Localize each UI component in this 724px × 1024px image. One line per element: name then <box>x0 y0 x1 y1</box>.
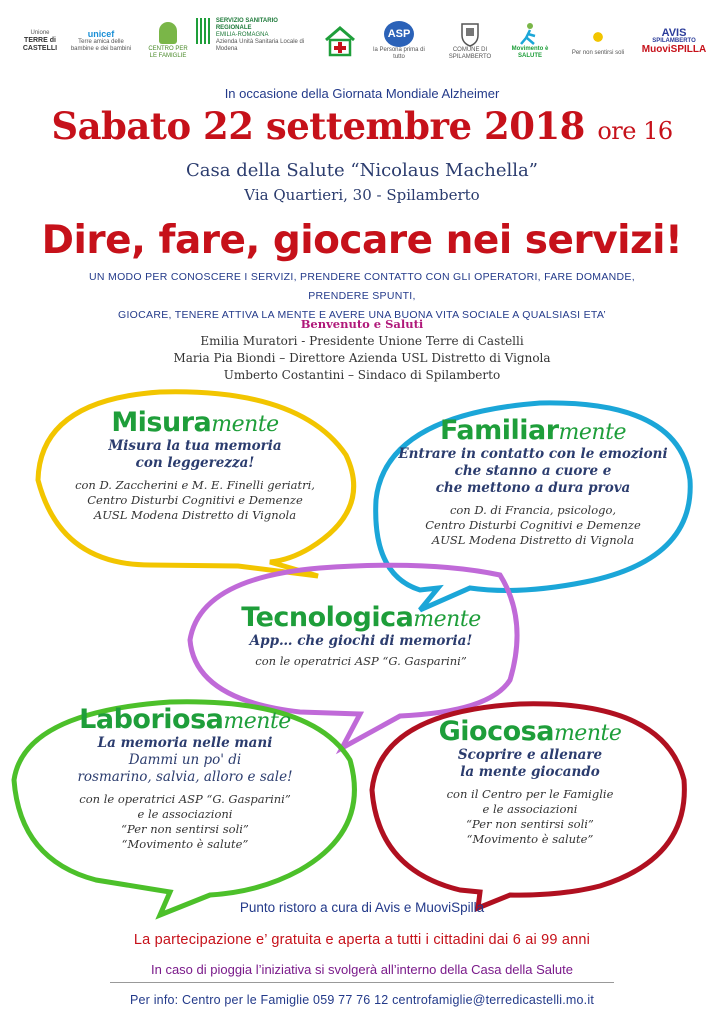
bubble-credits <box>196 654 526 669</box>
bubble-credit-line: Centro Disturbi Cognitivi e Demenze <box>87 493 303 507</box>
comune-logo-text: COMUNE DI SPILAMBERTO <box>448 47 492 60</box>
asp-logo-sub: la Persona prima di tutto <box>373 47 425 60</box>
bubble-headline-1: App… che giochi di memoria! <box>249 633 473 649</box>
subtitle-line-1: UN MODO PER CONOSCERE I SERVIZI, PRENDERE CONTATTO CON GLI OPERATORI, FARE DOMANDE, PRENDERE SPUNTI, <box>89 271 635 302</box>
bubble-credit-line: e le associazioni <box>482 802 578 816</box>
bubble-credit-line: “Movimento è salute” <box>466 832 594 846</box>
avis-logo-sub: SPILAMBERTO <box>652 37 696 44</box>
bubble-credits <box>376 503 690 548</box>
rain-note: In caso di pioggia l’iniziativa si svolgerà all’interno della Casa della Salute <box>150 962 574 977</box>
bubble-headline-1: Scoprire e allenare <box>457 747 603 763</box>
bubble-headline-3: che mettono a dura prova <box>435 480 631 496</box>
bubble-tecnologicamente <box>196 602 526 669</box>
bubble-credit-line: AUSL Modena Distretto di Vignola <box>93 508 297 522</box>
bubble-misuramente <box>40 407 350 523</box>
bubble-title <box>20 704 350 735</box>
bubble-credit-line: AUSL Modena Distretto di Vignola <box>431 533 635 547</box>
centro-famiglie-logo-text: CENTRO PER LE FAMIGLIE <box>148 46 188 59</box>
bubble-laboriosamente <box>20 704 350 852</box>
bubble-title-suffix: mente <box>223 709 291 734</box>
participation-note: La partecipazione e’ gratuita e aperta a tutti i cittadini dai 6 ai 99 anni <box>133 932 591 948</box>
event-date-text: Sabato 22 settembre 2018 <box>51 104 585 148</box>
bubble-credit-line: con D. Zaccherini e M. E. Finelli geriatri, <box>75 478 315 492</box>
bubble-credits <box>380 787 680 847</box>
bubble-title <box>40 407 350 438</box>
bubble-title-main: Laboriosa <box>79 704 224 735</box>
unione-logo-line1: Unione <box>30 29 50 36</box>
movimento-logo-text: Movimento è SALUTE <box>511 46 549 59</box>
bubble-title-suffix: mente <box>413 607 481 632</box>
event-time: ore 16 <box>597 117 673 145</box>
avis-logo-text: AVIS <box>661 26 687 39</box>
bubble-headline-3: rosmarino, salvia, alloro e sale! <box>77 769 293 785</box>
bubble-title-main: Familiar <box>440 415 559 446</box>
refreshment-note: Punto ristoro a cura di Avis e MuoviSpilla <box>239 900 485 915</box>
venue-address: Via Quartieri, 30 - Spilamberto <box>244 186 480 204</box>
bubble-credit-line: “Per non sentirsi soli” <box>466 817 594 831</box>
servizio-logo-line1: SERVIZIO SANITARIO REGIONALE <box>215 18 278 31</box>
bubble-headline-2: con leggerezza! <box>135 455 255 471</box>
bubble-credit-line: e le associazioni <box>137 807 233 821</box>
unicef-logo-text: unicef <box>87 29 115 39</box>
asp-logo-mark: ASP <box>384 21 414 47</box>
bubble-headline-2: che stanno a cuore e <box>454 463 612 479</box>
servizio-logo-line2: EMILIA-ROMAGNA <box>215 32 269 38</box>
event-title: Dire, fare, giocare nei servizi! <box>41 218 683 263</box>
bubble-credits <box>40 478 350 523</box>
contact-info: Per info: Centro per le Famiglie 059 77 76 12 centrofamiglie@terredicastelli.mo.it <box>129 993 595 1007</box>
bubble-credit-line: “Per non sentirsi soli” <box>121 822 249 836</box>
bubble-title-suffix: mente <box>558 420 626 445</box>
speaker-item: Maria Pia Biondi – Direttore Azienda USL Distretto di Vignola <box>173 351 551 365</box>
speaker-item: Umberto Costantini – Sindaco di Spilamberto <box>223 368 501 382</box>
bubble-title-main: Tecnologica <box>241 602 414 633</box>
bubble-title-suffix: mente <box>553 721 622 746</box>
bubble-credit-line: Centro Disturbi Cognitivi e Demenze <box>425 518 641 532</box>
bubble-credits <box>20 792 350 852</box>
bubble-headline-1: Misura la tua memoria <box>108 438 282 454</box>
bubble-credit-line: con D. di Francia, psicologo, <box>449 503 617 517</box>
bubble-title-main: Misura <box>111 407 212 438</box>
subtitle-line-2: GIOCARE, TENERE ATTIVA LA MENTE E AVERE UNA BUONA VITA SOCIALE A QUALSIASI ETA’ <box>118 309 606 321</box>
venue-name: Casa della Salute “Nicolaus Machella” <box>186 160 538 181</box>
bubble-credit-line: “Movimento è salute” <box>121 837 249 851</box>
bubble-familiarmente <box>376 415 690 548</box>
servizio-logo-line3: Azienda Unità Sanitaria Locale di Modena <box>215 39 305 52</box>
unione-logo-line2: TERRE di CASTELLI <box>22 36 58 52</box>
nonsentirsi-logo-text: Per non sentirsi soli <box>571 49 625 56</box>
muovispilla-logo-text: MuoviSPILLA <box>641 43 707 55</box>
occasion-line: In occasione della Giornata Mondiale Alzheimer <box>224 86 500 101</box>
bubble-headline-2: Dammi un po' di <box>128 752 242 768</box>
speaker-item: Emilia Muratori - Presidente Unione Terre di Castelli <box>200 334 524 348</box>
bubble-title <box>196 602 526 633</box>
bubble-credit-line: con le operatrici ASP “G. Gasparini” <box>255 654 467 668</box>
bubble-title-main: Giocosa <box>438 716 554 747</box>
bubble-credit-line: con le operatrici ASP “G. Gasparini” <box>79 792 291 806</box>
bubble-giocosamente <box>380 716 680 847</box>
bubble-headline-1: Entrare in contatto con le emozioni <box>398 446 668 462</box>
welcome-heading: Benvenuto e Saluti <box>300 317 424 331</box>
bubble-title-suffix: mente <box>211 412 279 437</box>
bubble-credit-line: con il Centro per le Famiglie <box>446 787 614 801</box>
bubble-headline-2: la mente giocando <box>460 764 600 780</box>
bubble-title <box>376 415 690 446</box>
footer-divider <box>110 982 614 983</box>
unicef-logo-sub: Terre amica delle bambine e dei bambini <box>70 39 132 52</box>
bubble-title <box>380 716 680 747</box>
bubble-headline-1: La memoria nelle mani <box>97 735 273 751</box>
